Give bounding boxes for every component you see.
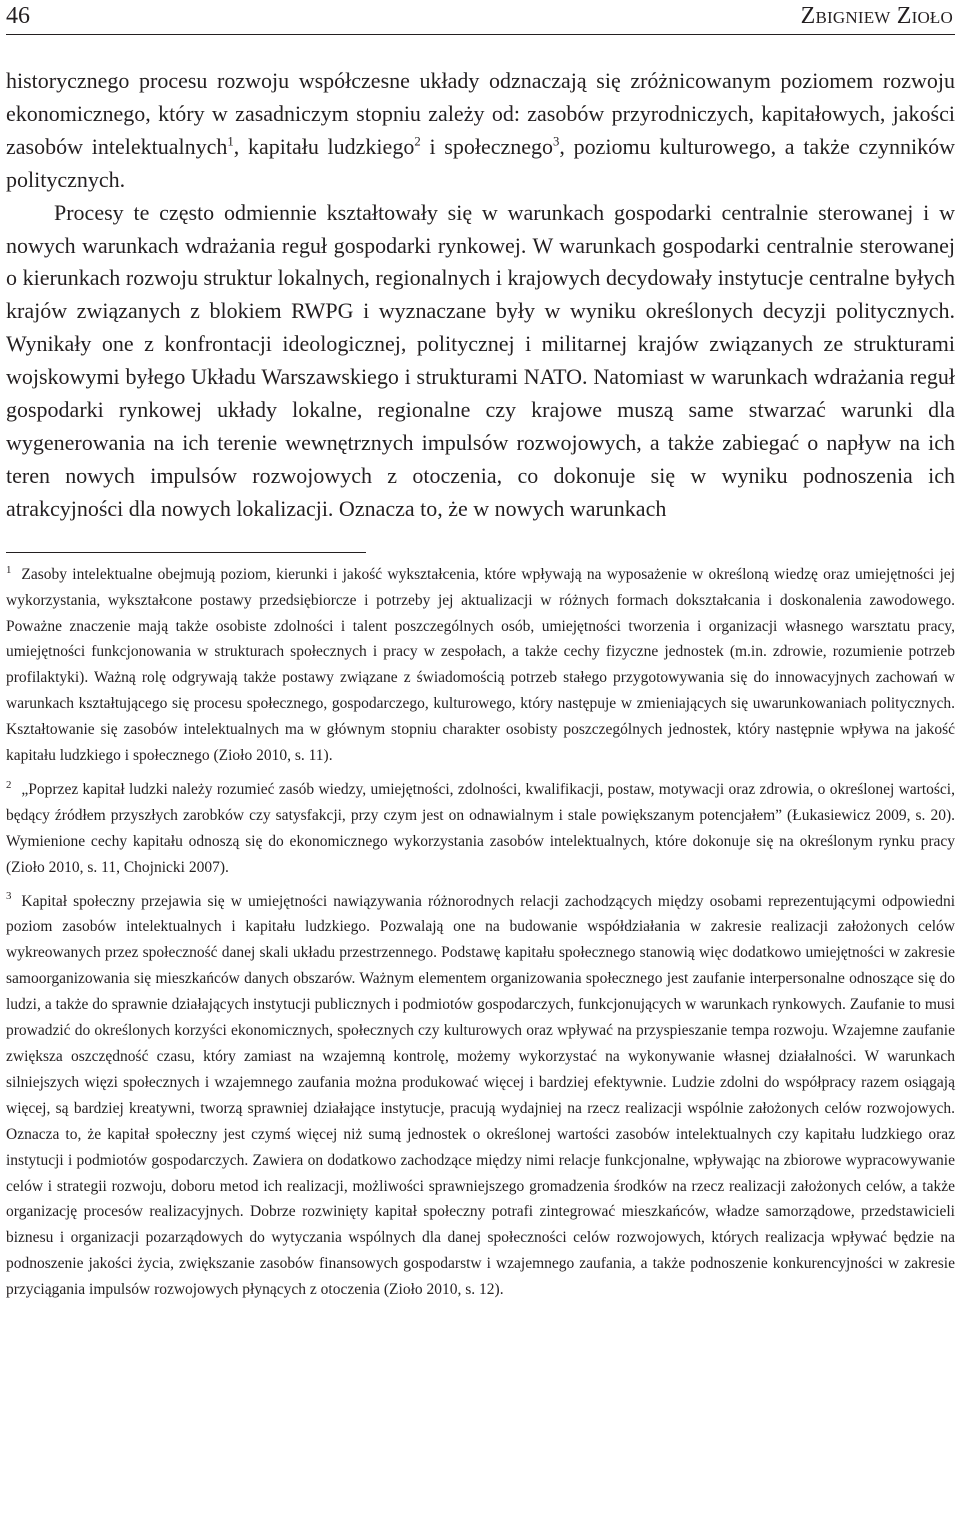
paragraph-1 [6,65,955,197]
paragraph-2: Procesy te często odmiennie kształtowały się w warunkach gospodarki centralnie sterowanej i w nowych warunkach wdrażania reguł gospodarki rynkowej. W warunkach gospodarki centralnie sterowanej o kierunkach rozwoju struktur lokalnych, regionalnych i krajowych decydowały instytucje centralne byłych krajów związanych z blokiem RWPG i wyznaczane były w wyniku określonych decyzji politycznych. Wynikały one z konfrontacji ideologicznej, politycznej i militarnej krajów związanych ze strukturami wojskowymi byłego Układu Warszawskiego i strukturami NATO. Natomiast w warunkach wdrażania reguł gospodarki rynkowej układy lokalne, regionalne czy krajowe muszą same stwarzać warunki dla wygenerowania na ich terenie wewnętrznych impulsów rozwojowych, a także zabiegać o napływ na ich teren nowych impulsów rozwojowych z otoczenia, co dokonuje się w wyniku podnoszenia ich atrakcyjności dla nowych lokalizacji. Oznacza to, że w nowych warunkach [6,199,955,521]
paragraph-1-part-c: i społecznego [420,133,554,159]
paragraph-1-part-b: , kapitału ludzkiego [233,133,415,159]
footnote-ref-1: 1 [227,134,234,149]
page-number: 46 [6,3,30,29]
footnote-3-number: 3 [6,890,12,903]
running-head-author: Zbigniew Zioło [800,3,953,29]
footnote-2-number: 2 [6,778,12,791]
paragraph-1-part-a: historycznego procesu rozwoju współczesne układy odznaczają się zróżnicowanym poziomem rozwoju ekonomicznego, który w zasadniczym stopniu zależy od: zasobów przyrodniczych, kapitałowych, jakości zasobów intelektualnych [6,68,955,159]
main-text [6,65,955,526]
document-page [6,0,955,1303]
paragraph-1-part-d: , poziomu kulturowego, a także czynników politycznych. [6,133,955,192]
footnote-3-text: Kapitał społeczny przejawia się w umiejętności nawiązywania różnorodnych relacji zachodzących między osobami reprezentującymi odpowiedni poziom zasobów intelektualnych i kapitału ludzkiego. Pozwalają one na budowanie współdziałania w zakresie realizacji założonych celów wykreowanych przez społeczność danej skali układu przestrzennego. Podstawę kapitału społecznego stanowią więc dodatkowo umiejętności w zakresie samoorganizowania się mieszkańców danych obszarów. Ważnym elementem organizowania społecznego jest zaufanie interpersonalne odnoszące się do ludzi, a także do sprawnie działających instytucji publicznych i podmiotów gospodarczych, funkcjonujących w warunkach rynkowych. Zaufanie to musi prowadzić do określonych korzyści ekonomicznych, społecznych czy kulturowych oraz wpływać na przyspieszanie tempa rozwoju. Wzajemne zaufanie zwiększa oszczędność czasu, który zamiast na wzajemną kontrolę, możemy wykorzystać na wykonywanie własnej działalności. W warunkach silniejszych więzi społecznych i wzajemnego zaufania można produkować więcej i bardziej efektywnie. Ludzie zdolni do współpracy razem osiągają więcej, są bardziej kreatywni, tworzą sprawniej działające instytucje, pracują wydajniej na rzecz realizacji wspólnie założonych celów rozwojowych. Oznacza to, że kapitał społeczny jest czymś więcej niż sumą jednostek o określonej wartości zasobów intelektualnych czy kapitału ludzkiego oraz instytucji i podmiotów gospodarczych. Zawiera on dodatkowo zachodzące między nimi relacje funkcjonalne, wpływając na zbiorowe wypracowywanie celów i strategii rozwoju, doboru metod ich realizacji, możliwości sprawniejszego gromadzenia środków na rzecz realizacji założonych celów, a także organizację procesów realizacyjnych. Dobrze rozwinięty kapitał społeczny potrafi zintegrować mieszkańców, władze samorządowe, przedstawicieli biznesu i organizacji pozarządowych do wytyczania wspólnych dla danej społeczności celów rozwojowych, których realizacja wpływać będzie na podnoszenie jakości życia, zwiększanie zasobów finansowych gospodarstw i wzajemnego zaufania, a także podnoszenie konkurencyjności w zakresie przyciągania impulsów rozwojowych płynących z otoczenia (Zioło 2010, s. 12). [6,892,955,1299]
footnote-ref-3: 3 [553,134,560,149]
footnote-ref-2: 2 [414,134,421,149]
footnote-1-number: 1 [6,563,12,576]
footnotes [6,562,955,1303]
footnote-1-text: Zasoby intelektualne obejmują poziom, kierunki i jakość wykształcenia, które wpływają na wyposażenie w określoną wiedzę oraz umiejętności jej wykorzystania, wykształcone postawy przedsiębiorcze i potrzeby jej aktualizacji w różnych formach dokształcania i doskonalenia zawodowego. Poważne znaczenie mają także osobiste zdolności i talent poszczególnych osób, umiejętności tworzenia i organizacji własnego warsztatu pracy, umiejętności funkcjonowania w strukturach społecznych i pracy w zespołach, a także cechy fizyczne jednostek (m.in. zdrowie, rozumienie potrzeb profilaktyki). Ważną rolę odgrywają także postawy związane z świadomością potrzeb stałego przygotowywania się do innowacyjnych zachowań w warunkach kształtującego się procesu społecznego, gospodarczego, kulturowego, który następuje w zmieniających się uwarunkowaniach politycznych. Kształtowanie się zasobów intelektualnych ma w głównym stopniu charakter osobisty poszczególnych jednostek, który następnie wpływa na jakość kapitału ludzkiego i społecznego (Zioło 2010, s. 11). [6,565,955,765]
footnote-2-text: „Poprzez kapitał ludzki należy rozumieć zasób wiedzy, umiejętności, zdolności, kwalifikacji, postaw, motywacji oraz zdrowia, o określonej wartości, będący źródłem przyszłych zarobków czy satysfakcji, przy czym jest on odnawialnym i stale powiększanym potencjałem” (Łukasiewicz 2009, s. 20). Wymienione cechy kapitału odnoszą się do ekonomicznego wykorzystania zasobów intelektualnych, które dokonuje się na określonym rynku pracy (Zioło 2010, s. 11, Chojnicki 2007). [6,780,955,876]
footnote-separator [6,552,366,553]
footnote-1 [6,562,955,769]
footnote-3 [6,889,955,1304]
footnote-2 [6,777,955,881]
running-header [6,0,955,35]
